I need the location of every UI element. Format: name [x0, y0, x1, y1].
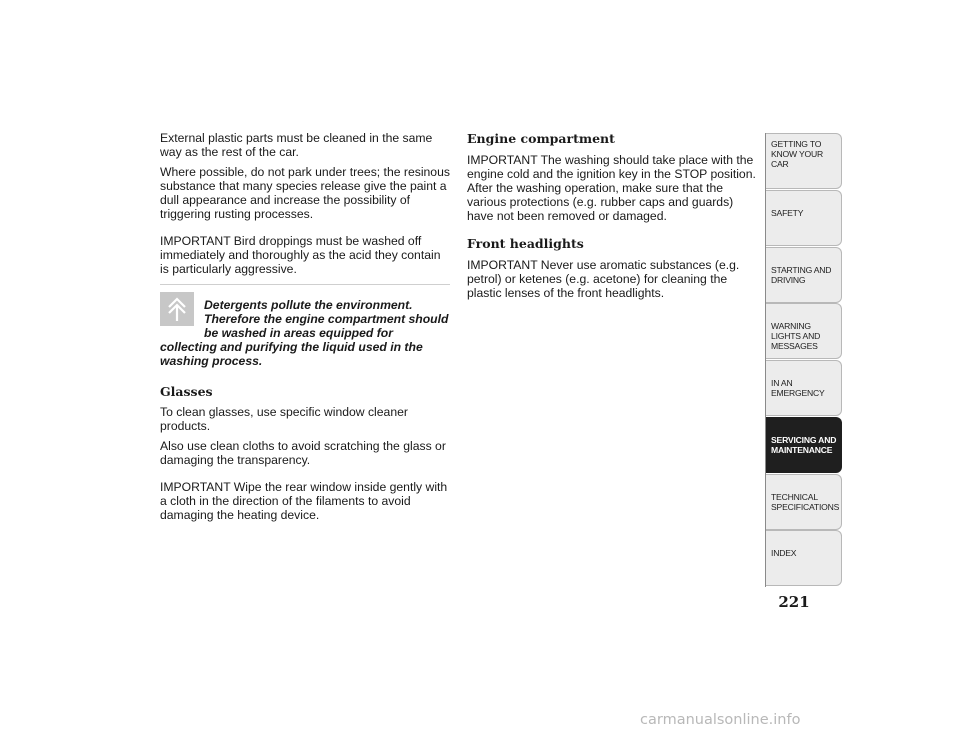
right-column [467, 131, 759, 306]
tab-label: TECHNICAL SPECIFICATIONS [771, 491, 840, 512]
environment-note-start: Detergents pollute the environment. Therefore the engine compartment should be washed in areas equipped for [204, 298, 449, 340]
environment-icon [160, 292, 194, 326]
paragraph-glasses-cloths: Also use clean cloths to avoid scratching the glass or damaging the transparency. [160, 439, 446, 467]
front-headlights-heading: Front headlights [467, 236, 584, 251]
paragraph-headlights: IMPORTANT Never use aromatic substances (e.g. petrol) or ketenes (e.g. acetone) for cleaning the plastic lenses of the front headlights. [467, 258, 740, 300]
tab-servicing-and-maintenance[interactable] [766, 417, 842, 473]
tab-label: SERVICING AND MAINTENANCE [771, 434, 837, 455]
tab-in-an-emergency[interactable] [766, 360, 842, 416]
environment-note-text [160, 298, 450, 368]
page-number: 221 [778, 593, 810, 611]
engine-compartment-heading: Engine compartment [467, 131, 615, 146]
tab-safety[interactable] [766, 190, 842, 246]
glasses-heading: Glasses [160, 384, 213, 399]
watermark: carmanualsonline.info [640, 712, 801, 728]
tab-label: SAFETY [771, 207, 804, 218]
tab-label: IN AN EMERGENCY [771, 378, 825, 398]
paragraph-engine-washing: IMPORTANT The washing should take place with the engine cold and the ignition key in the STOP position. After the washing operation, make sure that the various protections (e.g. rubber caps and guards) have not been removed or damaged. [467, 153, 756, 223]
tab-starting-and-driving[interactable] [766, 247, 842, 303]
environment-note [160, 284, 450, 368]
tab-technical-specifications[interactable] [766, 474, 842, 530]
paragraph-trees: Where possible, do not park under trees; the resinous substance that many species release give the paint a dull appearance and increase the possibility of triggering rusting processes. [160, 165, 450, 221]
tab-getting-to-know-your-car[interactable] [766, 133, 842, 189]
tab-index[interactable] [766, 530, 842, 586]
tab-label: WARNING LIGHTS AND MESSAGES [771, 321, 821, 352]
tab-label: INDEX [771, 548, 797, 559]
tab-label: GETTING TO KNOW YOUR CAR [771, 139, 823, 169]
paragraph-rear-window: IMPORTANT Wipe the rear window inside gently with a cloth in the direction of the filaments to avoid damaging the heating device. [160, 480, 448, 522]
tab-label: STARTING AND DRIVING [771, 264, 832, 285]
paragraph-bird-droppings: IMPORTANT Bird droppings must be washed off immediately and thoroughly as the acid they contain is particularly aggressive. [160, 234, 441, 276]
paragraph-glasses-cleaner: To clean glasses, use specific window cleaner products. [160, 405, 408, 433]
environment-icon-graphic [160, 292, 194, 326]
environment-note-end: collecting and purifying the liquid used in the washing process. [160, 340, 423, 368]
chapter-tabs [765, 133, 842, 587]
paragraph-plastic-parts: External plastic parts must be cleaned in the same way as the rest of the car. [160, 131, 433, 159]
tab-warning-lights-and-messages[interactable] [766, 303, 842, 359]
left-column [160, 131, 450, 528]
